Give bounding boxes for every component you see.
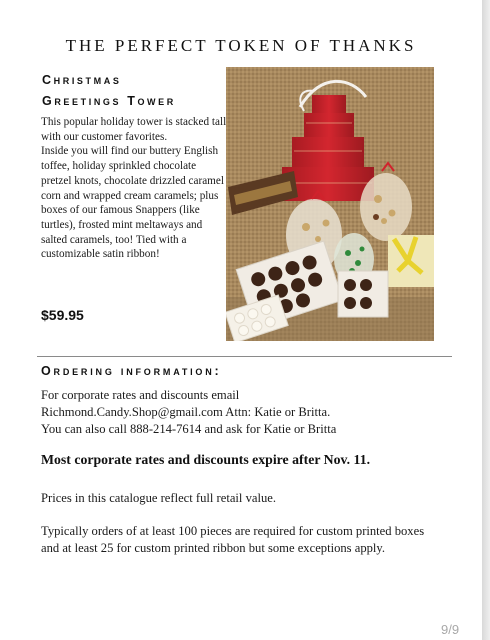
ordering-line-2-email[interactable]: Richmond.Candy.Shop@gmail.com Attn: Katie or Britta.: [41, 405, 331, 419]
section-divider: [37, 356, 452, 357]
product-title-line2: Greetings Tower: [42, 94, 176, 108]
custom-print-note: Typically orders of at least 100 pieces are required for custom printed boxes and at least 25 for custom printed ribbon but some exceptions apply.: [41, 524, 425, 555]
corporate-rates-notice: Most corporate rates and discounts expire after Nov. 11.: [41, 452, 371, 467]
product-title-line1: Christmas: [42, 73, 122, 87]
ordering-line-1: For corporate rates and discounts email: [41, 388, 240, 402]
product-title: [42, 70, 222, 112]
product-price: $59.95: [41, 307, 84, 323]
page-title: THE PERFECT TOKEN OF THANKS: [65, 36, 417, 55]
product-description-intro: This popular holiday tower is stacked tall with our customer favorites.: [41, 116, 227, 143]
ordering-contact: [41, 387, 461, 438]
ordering-heading: Ordering information:: [41, 364, 222, 378]
product-photo: [226, 67, 434, 341]
page-indicator: 9/9: [441, 622, 460, 637]
page-edge: [482, 0, 490, 640]
retail-value-note: Prices in this catalogue reflect full retail value.: [41, 491, 276, 505]
ordering-line-3-phone: You can also call 888-214-7614 and ask for Katie or Britta: [41, 422, 337, 436]
product-description: [41, 115, 227, 262]
product-description-contents: Inside you will find our buttery English toffee, holiday sprinkled chocolate pretzel knots, chocolate drizzled caramel corn and wrapped cream caramels; plus boxes of our famous Snappers (like turtles), frosted mint meltaways and salted caramels, too! Tied with a customizable satin ribbon!: [41, 145, 224, 261]
